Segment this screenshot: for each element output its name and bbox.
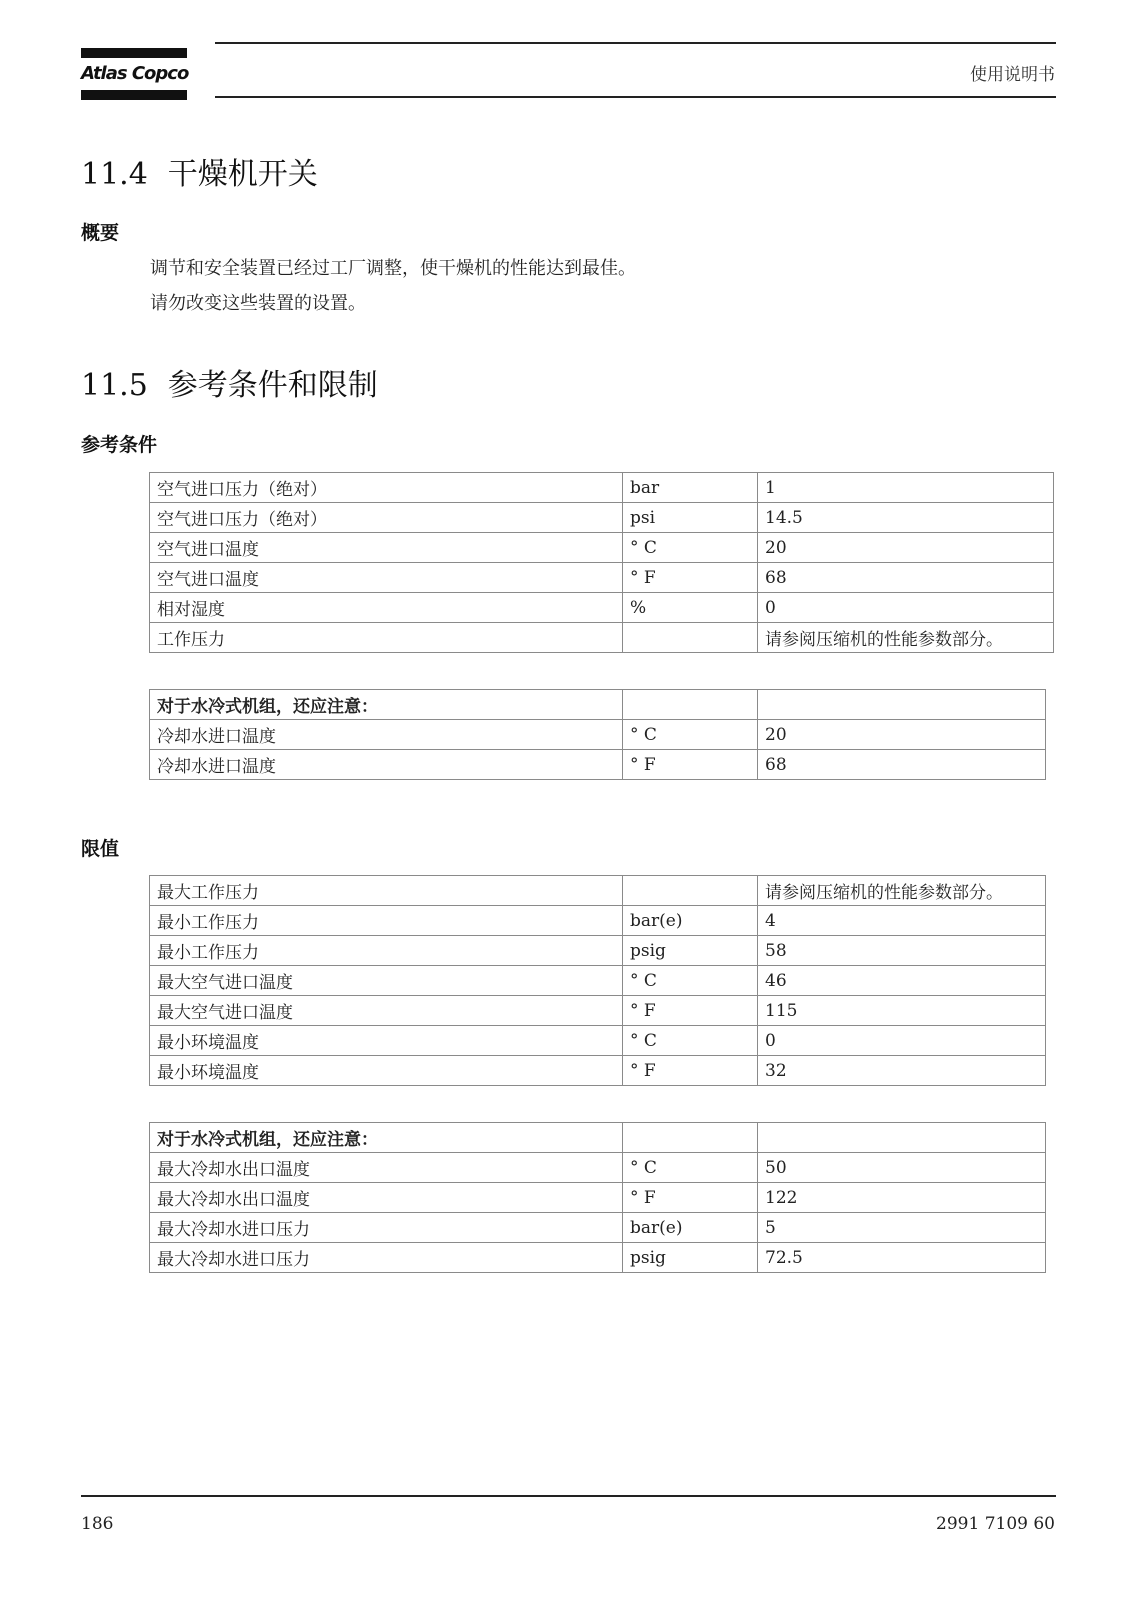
header-rule-bottom — [215, 96, 1056, 98]
value-cell: 72.5 — [758, 1243, 1046, 1273]
value-cell: 0 — [758, 1026, 1046, 1056]
unit-cell: psig — [623, 1243, 758, 1273]
value-cell: 5 — [758, 1213, 1046, 1243]
table-row — [150, 690, 1046, 720]
value-cell: 68 — [758, 750, 1046, 780]
unit-cell: ° F — [623, 1183, 758, 1213]
value-cell: 32 — [758, 1056, 1046, 1086]
page-number: 186 — [81, 1514, 114, 1534]
parameter-cell: 最大冷却水出口温度 — [150, 1183, 623, 1213]
parameter-cell: 相对湿度 — [150, 593, 623, 623]
table-row — [150, 1183, 1046, 1213]
logo-bar-top — [81, 48, 187, 58]
parameter-cell: 对于水冷式机组，还应注意： — [150, 1123, 623, 1153]
unit-cell: ° C — [623, 720, 758, 750]
table-row — [150, 593, 1054, 623]
unit-cell: bar(e) — [623, 906, 758, 936]
section-title: 参考条件和限制 — [167, 368, 378, 403]
parameter-cell: 空气进口温度 — [150, 563, 623, 593]
document-number: 2991 7109 60 — [936, 1514, 1055, 1534]
parameter-cell: 最大冷却水进口压力 — [150, 1213, 623, 1243]
parameter-cell: 最小环境温度 — [150, 1026, 623, 1056]
parameter-cell: 冷却水进口温度 — [150, 720, 623, 750]
parameter-cell: 最小工作压力 — [150, 906, 623, 936]
unit-cell: ° F — [623, 1056, 758, 1086]
paragraph: 调节和安全装置已经过工厂调整，使干燥机的性能达到最佳。 — [150, 258, 636, 279]
section-11-5-heading — [81, 360, 378, 404]
parameter-cell: 空气进口压力（绝对） — [150, 503, 623, 533]
subheading-limits: 限值 — [81, 838, 120, 860]
unit-cell — [623, 876, 758, 906]
parameter-cell: 最大工作压力 — [150, 876, 623, 906]
unit-cell — [623, 623, 758, 653]
unit-cell: psig — [623, 936, 758, 966]
parameter-cell: 最小工作压力 — [150, 936, 623, 966]
section-number: 11.5 — [81, 368, 148, 403]
document-type: 使用说明书 — [970, 65, 1055, 85]
parameter-cell: 最大冷却水出口温度 — [150, 1153, 623, 1183]
table-body — [150, 1123, 1046, 1273]
paragraph: 请勿改变这些装置的设置。 — [150, 293, 366, 314]
table-row — [150, 1153, 1046, 1183]
limits-table — [149, 875, 1046, 1086]
table-body — [150, 473, 1054, 653]
parameter-cell: 对于水冷式机组，还应注意： — [150, 690, 623, 720]
unit-cell: ° F — [623, 996, 758, 1026]
table-row — [150, 1026, 1046, 1056]
parameter-cell: 最大冷却水进口压力 — [150, 1243, 623, 1273]
table-row — [150, 996, 1046, 1026]
value-cell: 115 — [758, 996, 1046, 1026]
table-row — [150, 876, 1046, 906]
table-row — [150, 503, 1054, 533]
logo-bar-bottom — [81, 90, 187, 100]
value-cell: 68 — [758, 563, 1054, 593]
value-cell: 4 — [758, 906, 1046, 936]
parameter-cell: 冷却水进口温度 — [150, 750, 623, 780]
section-11-4-heading — [81, 149, 318, 193]
footer-rule — [81, 1495, 1056, 1497]
parameter-cell: 空气进口温度 — [150, 533, 623, 563]
unit-cell: psi — [623, 503, 758, 533]
value-cell: 1 — [758, 473, 1054, 503]
water-cooled-reference-table — [149, 689, 1046, 780]
value-cell: 20 — [758, 720, 1046, 750]
value-cell — [758, 1123, 1046, 1153]
table-row — [150, 936, 1046, 966]
reference-conditions-table — [149, 472, 1054, 653]
value-cell: 14.5 — [758, 503, 1054, 533]
header-rule-top — [215, 42, 1056, 44]
value-cell: 50 — [758, 1153, 1046, 1183]
table-body — [150, 690, 1046, 780]
table-row — [150, 563, 1054, 593]
unit-cell: ° F — [623, 563, 758, 593]
value-cell: 58 — [758, 936, 1046, 966]
value-cell — [758, 690, 1046, 720]
parameter-cell: 工作压力 — [150, 623, 623, 653]
value-cell: 0 — [758, 593, 1054, 623]
unit-cell: bar — [623, 473, 758, 503]
value-cell: 请参阅压缩机的性能参数部分。 — [758, 623, 1054, 653]
table-row — [150, 473, 1054, 503]
table-row — [150, 533, 1054, 563]
section-title: 干燥机开关 — [167, 157, 318, 192]
value-cell: 122 — [758, 1183, 1046, 1213]
value-cell: 20 — [758, 533, 1054, 563]
table-row — [150, 623, 1054, 653]
unit-cell — [623, 1123, 758, 1153]
unit-cell: ° C — [623, 1153, 758, 1183]
table-row — [150, 1243, 1046, 1273]
section-number: 11.4 — [81, 157, 148, 192]
unit-cell — [623, 690, 758, 720]
table-row — [150, 966, 1046, 996]
parameter-cell: 最大空气进口温度 — [150, 966, 623, 996]
subheading-reference-conditions: 参考条件 — [81, 434, 158, 456]
table-row — [150, 1056, 1046, 1086]
subheading-overview: 概要 — [81, 222, 120, 244]
table-row — [150, 1213, 1046, 1243]
value-cell: 46 — [758, 966, 1046, 996]
unit-cell: ° C — [623, 1026, 758, 1056]
table-row — [150, 906, 1046, 936]
unit-cell: ° C — [623, 533, 758, 563]
water-cooled-limits-table — [149, 1122, 1046, 1273]
logo-wordmark: Atlas Copco — [81, 63, 189, 84]
table-body — [150, 876, 1046, 1086]
parameter-cell: 空气进口压力（绝对） — [150, 473, 623, 503]
table-row — [150, 720, 1046, 750]
unit-cell: bar(e) — [623, 1213, 758, 1243]
unit-cell: % — [623, 593, 758, 623]
unit-cell: ° C — [623, 966, 758, 996]
table-row — [150, 1123, 1046, 1153]
parameter-cell: 最大空气进口温度 — [150, 996, 623, 1026]
atlas-copco-logo — [81, 48, 187, 100]
value-cell: 请参阅压缩机的性能参数部分。 — [758, 876, 1046, 906]
table-row — [150, 750, 1046, 780]
parameter-cell: 最小环境温度 — [150, 1056, 623, 1086]
unit-cell: ° F — [623, 750, 758, 780]
